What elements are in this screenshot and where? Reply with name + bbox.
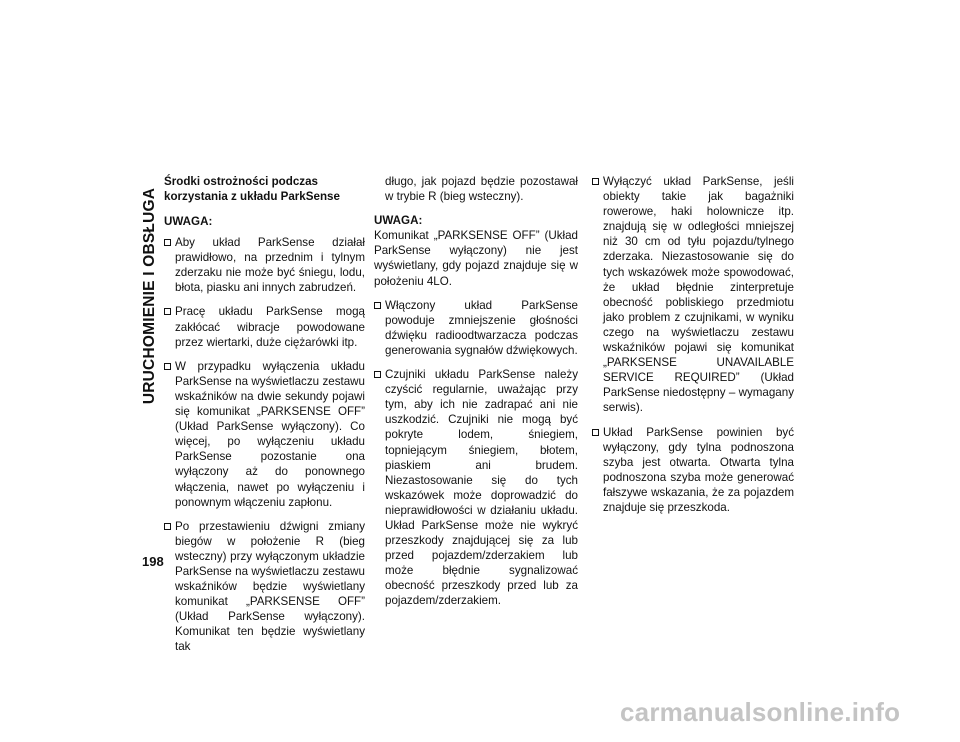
square-bullet-icon: [374, 302, 381, 309]
column-2: [374, 174, 578, 618]
bullet-text: Po przestawieniu dźwigni zmiany biegów w położenie R (bieg wsteczny) przy wyłączonym układzie ParkSense na wyświetlaczu zestawu wskaźników będzie wyświetlany komunikat „PARKSENSE OFF” (Układ ParkSense wyłączony). Komunikat ten będzie wyświetlany tak: [175, 519, 365, 654]
square-bullet-icon: [164, 239, 171, 246]
square-bullet-icon: [164, 308, 171, 315]
bullet-item: [592, 174, 794, 416]
bullet-item: [374, 367, 578, 609]
bullet-text: Wyłączyć układ ParkSense, jeśli obiekty takie jak bagażniki rowerowe, haki holownicze itp. znajdują się w odległości mniejszej niż 30 cm od tyłu pojazdu/tylnego zderzaka. Niezastosowanie się do tych wskazówek może spowodować, że układ błędnie zinterpretuje obecność pobliskiego przedmiotu jako problem z czujnikami, w wyniku czego na wyświetlaczu zestawu wskaźników pojawi się komunikat „PARKSENSE UNAVAILABLE SERVICE REQUIRED” (Układ ParkSense niedostępny – wymagany serwis).: [603, 175, 794, 415]
bullet-item: [164, 235, 365, 295]
square-bullet-icon: [592, 178, 599, 185]
bullet-text: Czujniki układu ParkSense należy czyścić regularnie, uważając przy tym, aby ich nie zadrapać ani nie uszkodzić. Czujniki nie mogą być pokryte lodem, śniegiem, topniejącym śniegiem, błotem, piaskiem ani brudem. Niezastosowanie się do tych wskazówek może doprowadzić do nieprawidłowości w działaniu układu. Układ ParkSense może nie wykryć przeszkody znajdującej się za lub przed pojazdem/zderzakiem lub może błędnie sygnalizować obecność przeszkody przed lub za pojazdem/zderzakiem.: [385, 368, 578, 608]
note-label: UWAGA:: [164, 215, 213, 228]
section-title-text: URUCHOMIENIE I OBSŁUGA: [141, 187, 158, 405]
bullet-text: W przypadku wyłączenia układu ParkSense na wyświetlaczu zestawu wskaźników na dwie sekundy pojawi się komunikat „PARKSENSE OFF” (Układ ParkSense wyłączony). Co więcej, po wyłączeniu układu ParkSense pozostanie ona wyłączony aż do ponownego włączenia, nawet po wyłączeniu i ponownym włączeniu zapłonu.: [175, 359, 365, 509]
bullet-text: Pracę układu ParkSense mogą zakłócać wibracje powodowane przez wiertarki, duże ciężarówki itp.: [175, 305, 365, 349]
bullet-item: [374, 298, 578, 358]
bullet-text: Aby układ ParkSense działał prawidłowo, na przednim i tylnym zderzaku nie może być śniegu, lodu, błota, piasku ani innych zabrudzeń.: [175, 236, 365, 295]
square-bullet-icon: [374, 371, 381, 378]
bullet-continuation: długo, jak pojazd będzie pozostawał w trybie R (bieg wsteczny).: [385, 175, 578, 204]
section-heading: Środki ostrożności podczas korzystania z układu ParkSense: [164, 175, 340, 203]
note-text: Komunikat „PARKSENSE OFF” (Układ ParkSense wyłączony) nie jest wyświetlany, gdy pojazd znajduje się w położeniu 4LO.: [374, 229, 578, 288]
column-1: [164, 174, 365, 664]
column-3: [592, 174, 794, 524]
watermark-link[interactable]: carmanualsonline.info: [620, 697, 901, 727]
bullet-text: Układ ParkSense powinien być wyłączony, gdy tylna podnoszona szyba jest otwarta. Otwarta tylna podnoszona szyba może generować fałszywe wskazania, że za pojazdem znajduje się przeszkoda.: [603, 425, 794, 514]
section-side-title: [142, 163, 158, 429]
square-bullet-icon: [164, 363, 171, 370]
bullet-item: [164, 519, 365, 655]
note-label: UWAGA:: [374, 214, 423, 228]
bullet-item: [164, 359, 365, 510]
bullet-item: [592, 425, 794, 516]
page-number: 198: [142, 554, 164, 569]
square-bullet-icon: [592, 429, 599, 436]
bullet-text: Włączony układ ParkSense powoduje zmniejszenie głośności dźwięku radioodtwarzacza podczas generowania sygnałów dźwiękowych.: [385, 298, 578, 357]
square-bullet-icon: [164, 523, 171, 530]
bullet-item: [164, 304, 365, 349]
